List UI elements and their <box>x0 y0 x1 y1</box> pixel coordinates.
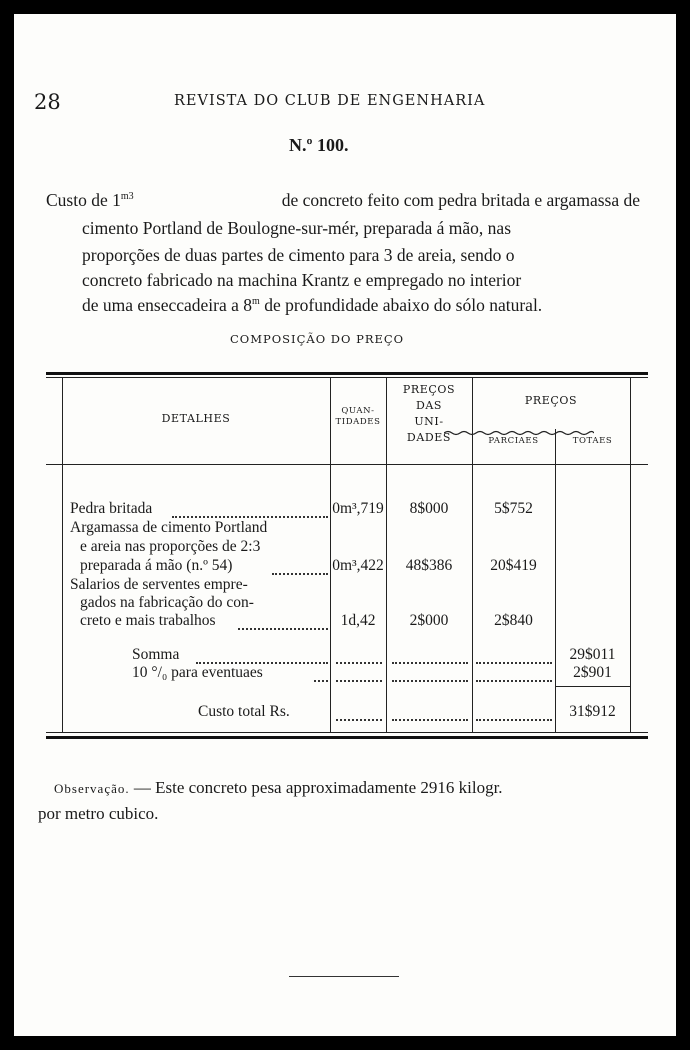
description-line-4: concreto fabricado na machina Krantz e empregado no interior <box>82 270 522 290</box>
eventuaes-total: 2$901 <box>573 664 612 681</box>
unit-price-cell: 48$386 <box>405 557 453 574</box>
custo-total: 31$912 <box>569 703 616 720</box>
partial-cell: 2$840 <box>494 612 533 629</box>
price-composition-table: DETALHES QUAN- TIDADES PREÇOS DAS UNI- DADES PREÇOS PARCIAES TOTAES Pedra britada 0m³,719 8$000 5$752 Argamassa de cimento Portland e areia nas proporções de 2:3 preparada á mão (n.º 54) 0m³,422 48$386 20$419 Salarios de serventes empre- gados na fabricação do con- creto e mais trabalhos 1d,42 2$000 2$840 Somma 29$011 10 °/₀ para eventuaes 2$901 Custo total Rs. 31$912 <box>46 372 648 740</box>
header-precos: PREÇOS <box>524 394 578 407</box>
description-line-5: de uma enseccadeira a 8$^m$ de profundidade abaixo do sólo natural. <box>82 295 543 315</box>
header-totaes: TOTAES <box>572 436 613 446</box>
footer-rule <box>289 976 399 977</box>
unit-price-cell: 2$000 <box>409 612 449 629</box>
document-page <box>14 14 676 1036</box>
description-line-2: cimento Portland de Boulogne-sur-mér, preparada á mão, nas <box>82 218 512 238</box>
somma-total: 29$011 <box>569 646 616 663</box>
description-line-1: Custo de $1^{m3}$ de concreto feito com pedra britada e argamassa de <box>46 190 640 210</box>
entry-number: N.º 100. <box>289 135 349 155</box>
wavy-rule <box>444 430 594 436</box>
unit-price-cell: 8$000 <box>409 500 449 517</box>
header-parciaes: PARCIAES <box>488 436 539 446</box>
running-title: REVISTA DO CLUB DE ENGENHARIA <box>174 93 486 109</box>
observation-line-1: Observação. — Este concreto pesa approximadamente 2916 kilogr. <box>54 778 503 797</box>
section-title: COMPOSIÇÃO DO PREÇO <box>230 332 405 346</box>
quantity-cell: 1d,42 <box>340 612 376 629</box>
quantity-cell: 0m³,422 <box>332 557 384 574</box>
partial-cell: 5$752 <box>494 500 533 517</box>
header-precos-unidades: PREÇOS DAS UNI- DADES <box>402 383 456 444</box>
observation-line-2: por metro cubico. <box>38 804 159 823</box>
page-number: 28 <box>34 90 61 114</box>
header-quantidades: QUAN- TIDADES <box>335 406 381 428</box>
header-detalhes: DETALHES <box>161 412 231 425</box>
partial-cell: 20$419 <box>490 557 537 574</box>
quantity-cell: 0m³,719 <box>332 500 384 517</box>
description-line-3: proporções de duas partes de cimento para 3 de areia, sendo o <box>82 245 515 265</box>
